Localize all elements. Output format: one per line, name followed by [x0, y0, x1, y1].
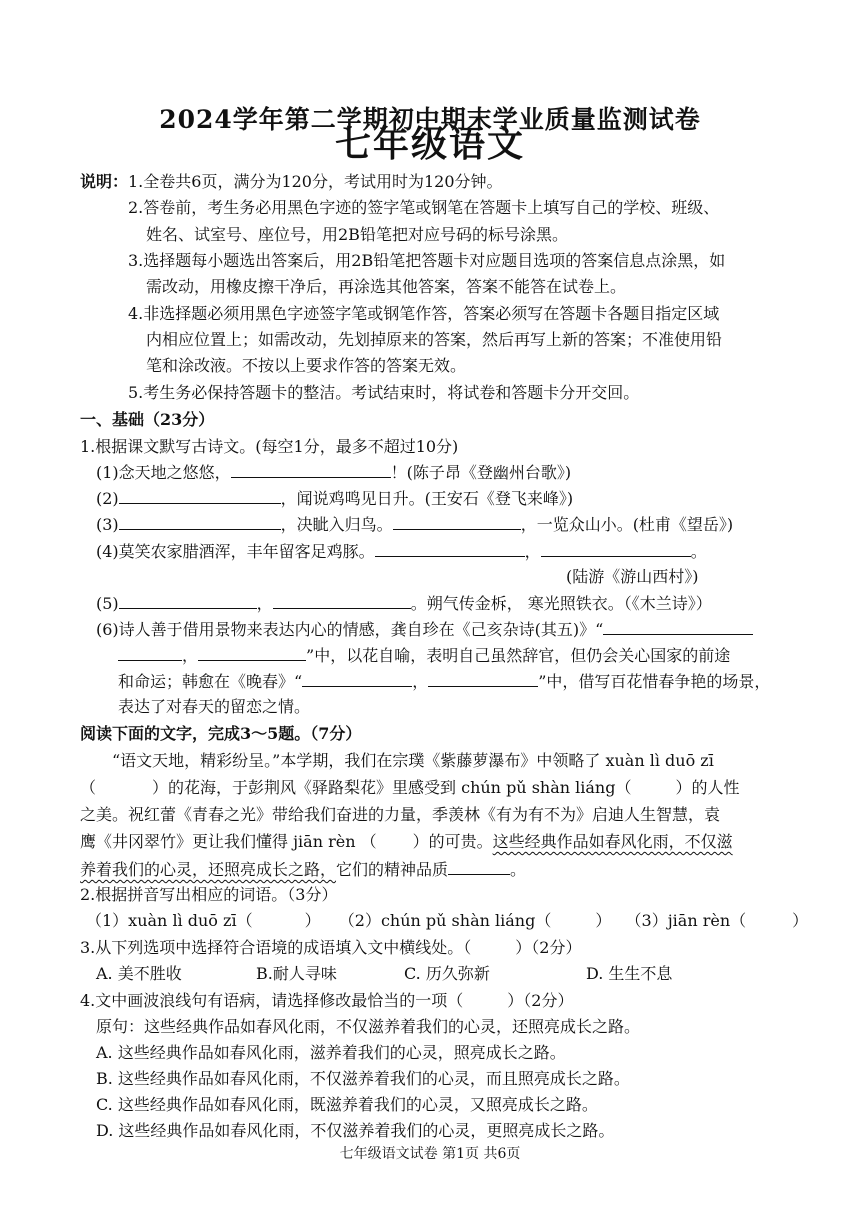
wavy-sentence: 养着我们的心灵，还照亮成长之路， — [80, 860, 337, 879]
page-footer: 七年级语文试卷 第1页 共6页 — [339, 1146, 521, 1162]
q4-option[interactable]: C. 这些经典作品如春风化雨，既滋养着我们的心灵，又照亮成长之路。 — [96, 1095, 598, 1114]
instruction-line: 4.非选择题必须用黑色字迹签字笔或钢笔作答，答案必须写在答题卡各题目指定区域 — [128, 304, 720, 323]
q3-option[interactable]: B.耐人寻味 — [256, 964, 337, 983]
passage-line: 之美。祝红蕾《青春之光》带给我们奋进的力量，季羡林《有为有不为》启迪人生智慧，袁 — [80, 805, 721, 824]
answer-blank[interactable] — [541, 540, 691, 557]
answer-blank[interactable] — [448, 858, 510, 875]
answer-blank[interactable] — [231, 461, 391, 478]
wavy-sentence: 这些经典作品如春风化雨，不仅滋 — [492, 832, 733, 851]
section-heading: 一、基础（23分） — [80, 410, 215, 429]
answer-blank[interactable] — [273, 592, 411, 609]
q1-part-3: (3) ，决眦入归鸟。 ，一览众山小。(杜甫《望岳》) — [96, 515, 734, 534]
passage-line: 养着我们的心灵，还照亮成长之路，它们的精神品质 。 — [80, 860, 527, 879]
q3-option[interactable]: C. 历久弥新 — [404, 964, 490, 983]
instruction-line: 内相应位置上；如需改动，先划掉原来的答案，然后再写上新的答案；不准使用铅 — [146, 330, 723, 349]
q4-option[interactable]: A. 这些经典作品如春风化雨，滋养着我们的心灵，照亮成长之路。 — [96, 1043, 566, 1062]
answer-blank[interactable] — [119, 592, 257, 609]
q1-part-1: (1)念天地之悠悠， ！(陈子昂《登幽州台歌》) — [96, 463, 572, 482]
subject-title: 七年级语文 — [334, 123, 525, 165]
q2-answers: （1）xuàn lì duō zī（ ） （2）chún pǔ shàn liáng（ ） （3）jiān rèn（ ） — [86, 911, 809, 930]
q1-part-6-cont: 表达了对春天的留恋之情。 — [118, 697, 311, 716]
question-1-stem: 1.根据课文默写古诗文。(每空1分，最多不超过10分) — [80, 437, 459, 456]
instruction-line: 1.全卷共6页，满分为120分，考试用时为120分钟。 — [128, 172, 503, 191]
instruction-line: 姓名、试室号、座位号，用2B铅笔把对应号码的标号涂黑。 — [146, 225, 568, 244]
q3-option[interactable]: D. 生生不息 — [586, 964, 673, 983]
passage-line: 鹰《井冈翠竹》更让我们懂得 jiān rèn （ ）的可贵。这些经典作品如春风化雨，不仅滋 — [80, 832, 733, 851]
answer-blank[interactable] — [375, 540, 525, 557]
answer-blank[interactable] — [428, 670, 538, 687]
question-4-stem: 4.文中画波浪线句有语病，请选择修改最恰当的一项（ ）（2分） — [80, 991, 574, 1010]
q1-part-5: (5) ， 。朔气传金柝， 寒光照铁衣。（《木兰诗》） — [96, 594, 712, 613]
q1-part-6-cont: ， ”中，以花自喻，表明自己虽然辞官，但仍会关心国家的前途 — [118, 644, 730, 667]
answer-blank[interactable] — [603, 618, 753, 635]
passage-line: “语文天地，精彩纷呈。”本学期，我们在宗璞《紫藤萝瀑布》中领略了 xuàn lì duō zī — [112, 751, 714, 770]
question-2-stem: 2.根据拼音写出相应的词语。（3分） — [80, 885, 338, 904]
reading-heading: 阅读下面的文字，完成3～5题。（7分） — [80, 724, 362, 743]
q4-option[interactable]: D. 这些经典作品如春风化雨，不仅滋养着我们的心灵，更照亮成长之路。 — [96, 1121, 615, 1140]
q1-part-6: (6)诗人善于借用景物来表达内心的情感，龚自珍在《己亥杂诗(其五)》“ — [96, 618, 753, 641]
answer-blank[interactable] — [118, 644, 182, 661]
q1-part-4: (4)莫笑农家腊酒浑，丰年留客足鸡豚。 ， 。 — [96, 542, 707, 561]
instruction-line: 5.考生务必保持答题卡的整洁。考试结束时，将试卷和答题卡分开交回。 — [128, 383, 640, 402]
question-3-stem: 3.从下列选项中选择符合语境的成语填入文中横线处。（ ）（2分） — [80, 938, 582, 957]
exam-title: 2024学年第二学期初中期末学业质量监测试卷 — [159, 105, 701, 134]
instruction-line: 笔和涂改液。不按以上要求作答的答案无效。 — [146, 356, 467, 375]
answer-blank[interactable] — [302, 670, 412, 687]
q1-part-6-cont: 和命运；韩愈在《晚春》“ ， ”中，借写百花惜春争艳的场景， — [118, 672, 771, 691]
answer-blank[interactable] — [198, 644, 306, 661]
q1-part-4-source: (陆游《游山西村》) — [566, 567, 699, 586]
instruction-line: 需改动，用橡皮擦干净后，再涂选其他答案，答案不能答在试卷上。 — [146, 277, 627, 296]
q4-option[interactable]: B. 这些经典作品如春风化雨，不仅滋养着我们的心灵，而且照亮成长之路。 — [96, 1069, 630, 1088]
q3-option[interactable]: A. 美不胜收 — [96, 964, 182, 983]
passage-line: （ ）的花海，于彭荆风《驿路梨花》里感受到 chún pǔ shàn liáng（ ）的人性 — [80, 778, 740, 797]
answer-blank[interactable] — [119, 487, 281, 504]
instruction-line: 2.答卷前，考生务必用黑色字迹的签字笔或钢笔在答题卡上填写自己的学校、班级、 — [128, 198, 720, 217]
answer-blank[interactable] — [119, 513, 281, 530]
q1-part-2: (2) ，闻说鸡鸣见日升。(王安石《登飞来峰》) — [96, 489, 574, 508]
instructions-label: 说明： — [80, 172, 129, 191]
instruction-line: 3.选择题每小题选出答案后，用2B铅笔把答题卡对应题目选项的答案信息点涂黑，如 — [128, 251, 726, 270]
answer-blank[interactable] — [393, 513, 521, 530]
q4-original: 原句：这些经典作品如春风化雨，不仅滋养着我们的心灵，还照亮成长之路。 — [96, 1017, 641, 1036]
